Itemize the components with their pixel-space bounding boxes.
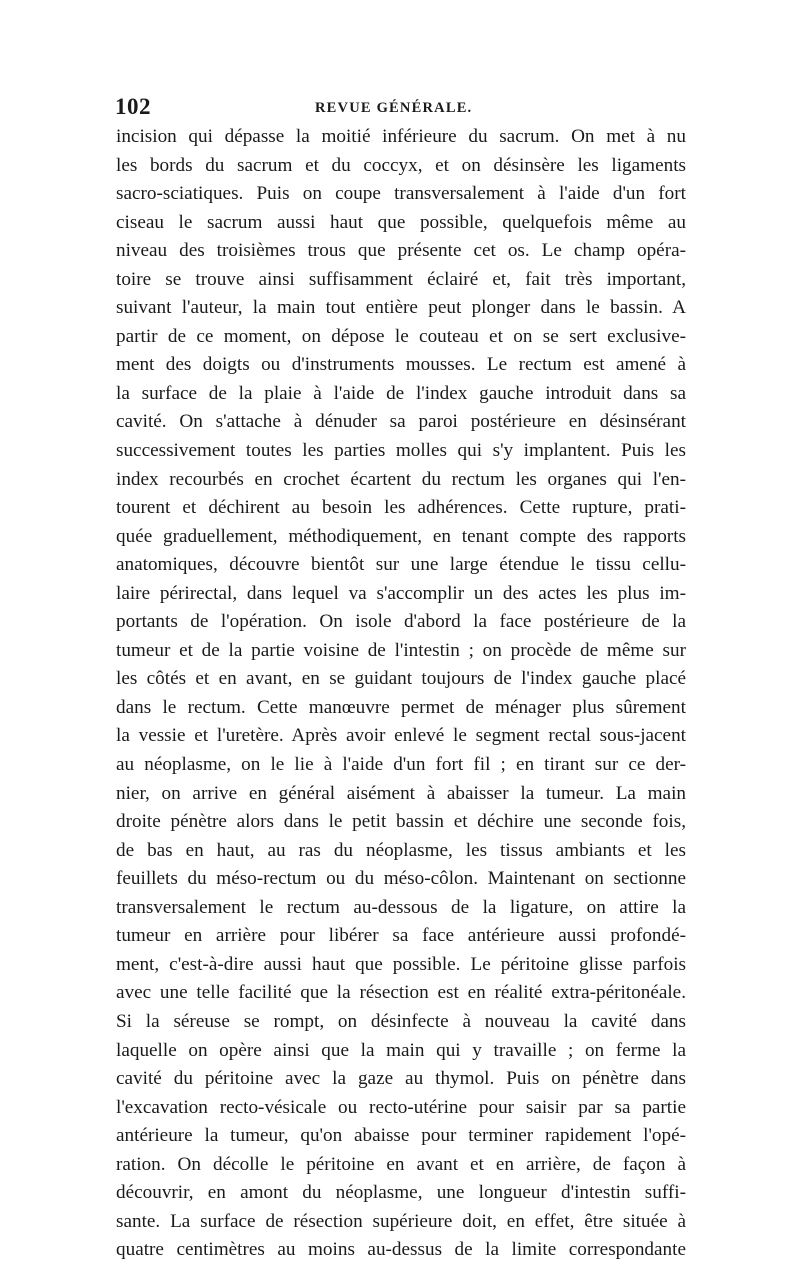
text-line: tourent et déchirent au besoin les adhérences. Cette rupture, prati- — [116, 497, 686, 519]
text-line: incision qui dépasse la moitié inférieure du sacrum. On met à nu — [116, 126, 686, 147]
text-line: découvrir, en amont du néoplasme, une longueur d'intestin suffi- — [116, 1182, 686, 1204]
text-line: l'excavation recto-vésicale ou recto-utérine pour saisir par sa partie — [116, 1096, 686, 1118]
text-line: quatre centimètres au moins au-dessus de la limite correspondante — [116, 1239, 686, 1261]
text-line: laire périrectal, dans lequel va s'accomplir un des actes les plus im- — [116, 582, 686, 604]
text-line: cavité du péritoine avec la gaze au thymol. Puis on pénètre dans — [116, 1068, 686, 1090]
text-line: Si la séreuse se rompt, on désinfecte à nouveau la cavité dans — [116, 1010, 686, 1032]
text-line: tumeur et de la partie voisine de l'intestin ; on procède de même sur — [116, 639, 686, 661]
text-line: partir de ce moment, on dépose le couteau et on se sert exclusive- — [116, 325, 686, 347]
text-line: la surface de la plaie à l'aide de l'index gauche introduit dans sa — [116, 382, 686, 404]
text-line: suivant l'auteur, la main tout entière peut plonger dans le bassin. A — [116, 297, 686, 319]
text-line: les côtés et en avant, en se guidant toujours de l'index gauche placé — [116, 668, 686, 690]
text-line: antérieure la tumeur, qu'on abaisse pour terminer rapidement l'opé- — [116, 1125, 686, 1147]
page-number: 102 — [115, 94, 151, 119]
text-line: ment des doigts ou d'instruments mousses. Le rectum est amené à — [116, 354, 686, 376]
text-line: quée graduellement, méthodiquement, en tenant compte des rapports — [116, 525, 686, 547]
body-text — [116, 123, 686, 1265]
text-line: ciseau le sacrum aussi haut que possible, quelquefois même au — [116, 211, 686, 233]
page-header — [115, 94, 685, 124]
text-line: portants de l'opération. On isole d'abord la face postérieure de la — [116, 611, 686, 633]
text-line: sacro-sciatiques. Puis on coupe transversalement à l'aide d'un fort — [116, 183, 686, 205]
text-line: la vessie et l'uretère. Après avoir enlevé le segment rectal sous-jacent — [116, 725, 686, 747]
text-line: laquelle on opère ainsi que la main qui y travaille ; on ferme la — [116, 1039, 686, 1061]
text-line: ration. On décolle le péritoine en avant et en arrière, de façon à — [116, 1153, 686, 1175]
text-line: index recourbés en crochet écartent du rectum les organes qui l'en- — [116, 468, 686, 490]
text-line: successivement toutes les parties molles qui s'y implantent. Puis les — [116, 440, 686, 462]
text-line: au néoplasme, on le lie à l'aide d'un fort fil ; en tirant sur ce der- — [116, 754, 686, 776]
text-line: transversalement le rectum au-dessous de la ligature, on attire la — [116, 896, 686, 918]
text-line: droite pénètre alors dans le petit bassin et déchire une seconde fois, — [116, 811, 686, 833]
text-line: niveau des troisièmes trous que présente cet os. Le champ opéra- — [116, 240, 686, 262]
text-line: dans le rectum. Cette manœuvre permet de ménager plus sûrement — [116, 696, 686, 718]
text-line: feuillets du méso-rectum ou du méso-côlon. Maintenant on sectionne — [116, 868, 686, 890]
running-title: REVUE GÉNÉRALE. — [315, 100, 473, 116]
text-line: tumeur en arrière pour libérer sa face antérieure aussi profondé- — [116, 925, 686, 947]
text-line: toire se trouve ainsi suffisamment éclairé et, fait très important, — [116, 268, 686, 290]
text-line: ment, c'est-à-dire aussi haut que possible. Le péritoine glisse parfois — [116, 953, 686, 975]
text-line: cavité. On s'attache à dénuder sa paroi postérieure en désinsérant — [116, 411, 686, 433]
text-line: nier, on arrive en général aisément à abaisser la tumeur. La main — [116, 782, 686, 804]
text-line: avec une telle facilité que la résection est en réalité extra-péritonéale. — [116, 982, 686, 1004]
text-line: les bords du sacrum et du coccyx, et on désinsère les ligaments — [116, 154, 686, 176]
text-line: de bas en haut, au ras du néoplasme, les tissus ambiants et les — [116, 839, 686, 861]
text-line: sante. La surface de résection supérieure doit, en effet, être située à — [116, 1210, 686, 1232]
text-line: anatomiques, découvre bientôt sur une large étendue le tissu cellu- — [116, 554, 686, 576]
